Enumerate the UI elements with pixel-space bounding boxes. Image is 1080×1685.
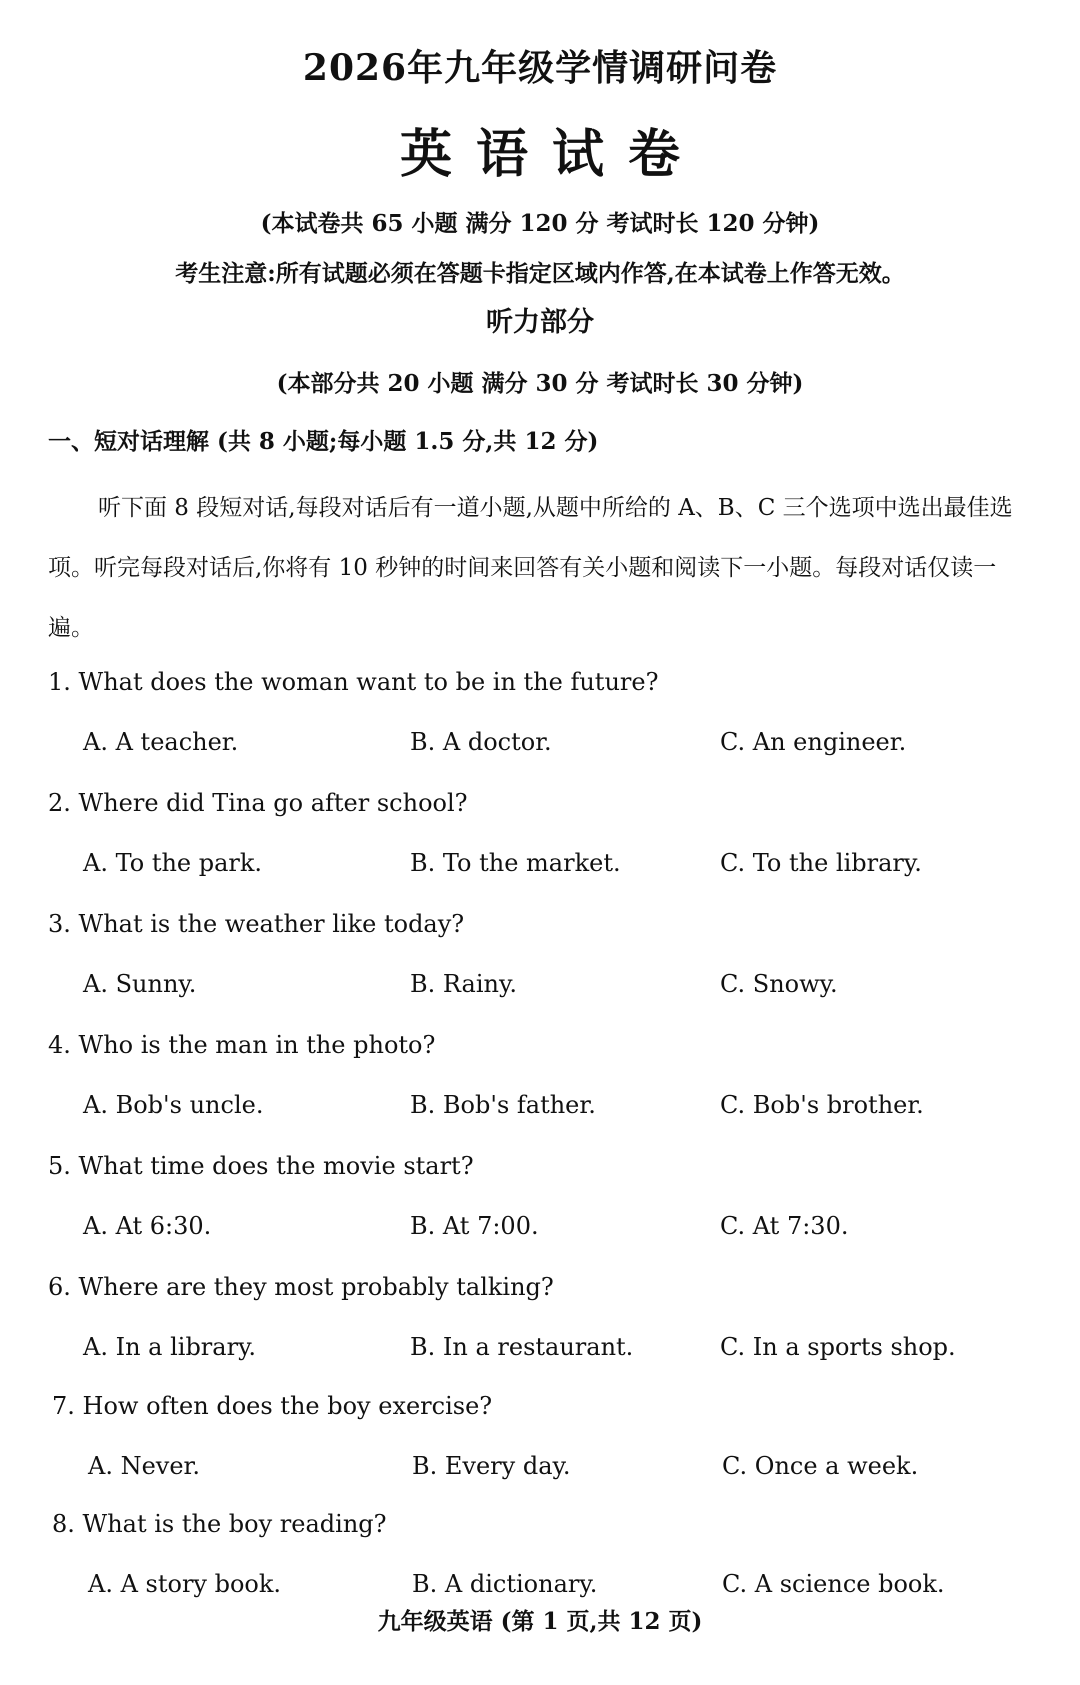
question-4-option-c: C. Bob's brother.: [720, 1091, 924, 1119]
question-4-option-b: B. Bob's father.: [410, 1091, 596, 1119]
section-info: (本部分共 20 小题 满分 30 分 考试时长 30 分钟): [276, 370, 804, 397]
question-7: 7. How often does the boy exercise?: [52, 1392, 493, 1420]
question-7-option-b: B. Every day.: [412, 1452, 571, 1480]
question-5-option-b: B. At 7:00.: [410, 1212, 539, 1240]
question-5-option-a: A. At 6:30.: [83, 1212, 212, 1240]
question-4-option-a: A. Bob's uncle.: [83, 1091, 264, 1119]
question-2-option-a: A. To the park.: [83, 849, 263, 877]
page-footer: 九年级英语 (第 1 页,共 12 页): [377, 1608, 703, 1635]
question-2-option-c: C. To the library.: [720, 849, 922, 877]
question-7-option-c: C. Once a week.: [722, 1452, 919, 1480]
exam-info: (本试卷共 65 小题 满分 120 分 考试时长 120 分钟): [260, 210, 820, 237]
question-2: 2. Where did Tina go after school?: [48, 789, 468, 817]
question-6-option-c: C. In a sports shop.: [720, 1333, 956, 1361]
question-3-option-b: B. Rainy.: [410, 970, 517, 998]
part-instructions: [48, 478, 1018, 658]
question-7-option-a: A. Never.: [88, 1452, 201, 1480]
question-5-option-c: C. At 7:30.: [720, 1212, 849, 1240]
question-1-option-a: A. A teacher.: [83, 728, 239, 756]
candidate-notice: 考生注意:所有试题必须在答题卡指定区域内作答,在本试卷上作答无效。: [175, 260, 905, 287]
question-1-option-c: C. An engineer.: [720, 728, 907, 756]
question-1-option-b: B. A doctor.: [410, 728, 552, 756]
question-8: 8. What is the boy reading?: [52, 1510, 387, 1538]
question-8-option-b: B. A dictionary.: [412, 1570, 598, 1598]
exam-subject-title: 英语试卷: [399, 124, 704, 185]
section-title: 听力部分: [486, 307, 594, 338]
question-5: 5. What time does the movie start?: [48, 1152, 474, 1180]
question-8-option-a: A. A story book.: [88, 1570, 282, 1598]
question-6-option-a: A. In a library.: [83, 1333, 257, 1361]
part-heading: 一、短对话理解 (共 8 小题;每小题 1.5 分,共 12 分): [48, 428, 599, 455]
question-3: 3. What is the weather like today?: [48, 910, 465, 938]
question-3-option-c: C. Snowy.: [720, 970, 838, 998]
question-8-option-c: C. A science book.: [722, 1570, 945, 1598]
instructions-text: 听下面 8 段短对话,每段对话后有一道小题,从题中所给的 A、B、C 三个选项中选出最佳选项。听完每段对话后,你将有 10 秒钟的时间来回答有关小题和阅读下一小题。每段对话仅读一遍。: [48, 495, 1013, 641]
question-6-option-b: B. In a restaurant.: [410, 1333, 634, 1361]
exam-title: 2026年九年级学情调研问卷: [302, 47, 778, 89]
question-1: 1. What does the woman want to be in the future?: [48, 668, 659, 696]
question-6: 6. Where are they most probably talking?: [48, 1273, 554, 1301]
question-2-option-b: B. To the market.: [410, 849, 621, 877]
question-4: 4. Who is the man in the photo?: [48, 1031, 436, 1059]
question-3-option-a: A. Sunny.: [83, 970, 197, 998]
